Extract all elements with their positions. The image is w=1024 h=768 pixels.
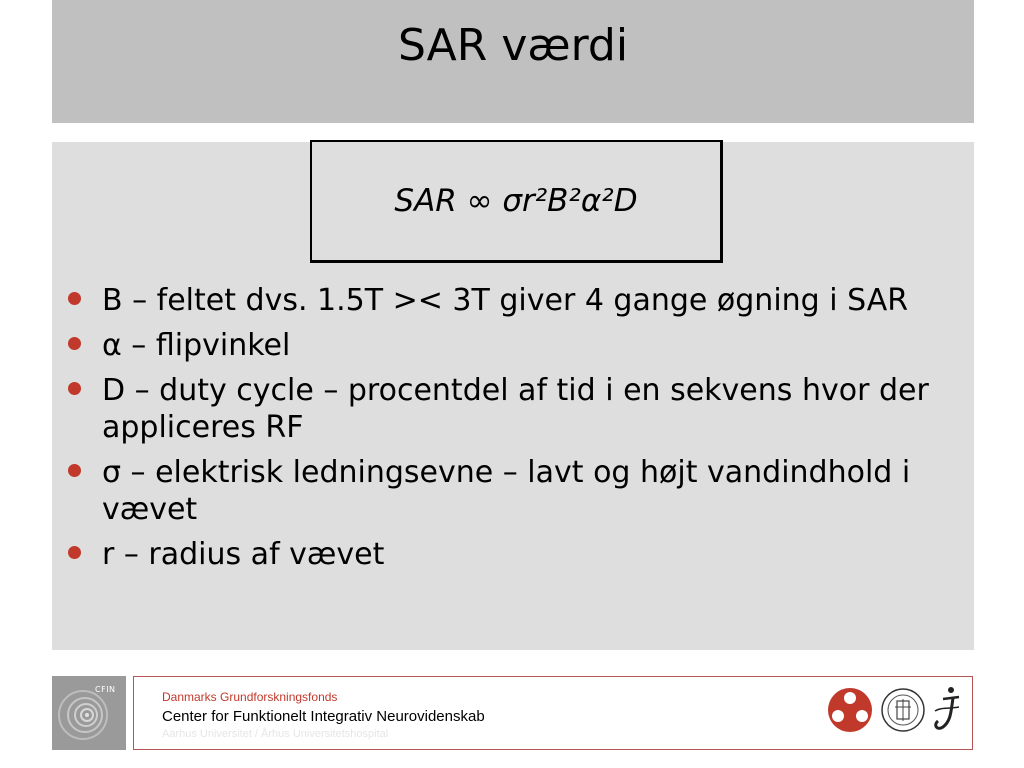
cfin-logo — [52, 676, 126, 750]
formula-text: SAR ∞ σr²B²α²D — [394, 183, 638, 219]
bullet-text: D – duty cycle – procentdel af tid i en sekvens hvor der appliceres RF — [102, 373, 929, 445]
bullet-text: r – radius af vævet — [102, 537, 385, 572]
bullet-item — [52, 282, 962, 319]
bullet-dot-icon — [68, 382, 81, 395]
bullet-dot-icon — [68, 292, 81, 305]
bullet-item — [52, 327, 962, 364]
footer-organization: Danmarks Grundforskningsfonds — [162, 690, 338, 704]
grundforskningsfond-logo-icon — [827, 687, 873, 733]
slide-title: SAR værdi — [397, 20, 629, 71]
footer — [133, 676, 973, 750]
bullet-text: σ – elektrisk ledningsevne – lavt og højt vandindhold i vævet — [102, 455, 911, 527]
bullet-dot-icon — [68, 546, 81, 559]
bullet-dot-icon — [68, 464, 81, 477]
bullet-item — [52, 536, 962, 573]
bullet-item — [52, 372, 962, 446]
cfin-logo-text: CFIN — [95, 685, 116, 694]
bullet-item — [52, 454, 962, 528]
bullet-text: B – feltet dvs. 1.5T >< 3T giver 4 gange øgning i SAR — [102, 283, 909, 318]
title-band — [52, 0, 974, 123]
footer-center-name: Center for Funktionelt Integrativ Neurovidenskab — [162, 708, 485, 725]
aarhus-university-seal-icon — [880, 687, 926, 733]
hospital-logo-icon — [929, 685, 965, 735]
footer-university: Aarhus Universitet / Århus Universitetshospital — [162, 728, 389, 740]
content-panel — [52, 142, 974, 650]
bullet-dot-icon — [68, 337, 81, 350]
formula-box — [310, 140, 723, 263]
bullet-list — [52, 282, 962, 581]
bullet-text: α – flipvinkel — [102, 328, 291, 363]
